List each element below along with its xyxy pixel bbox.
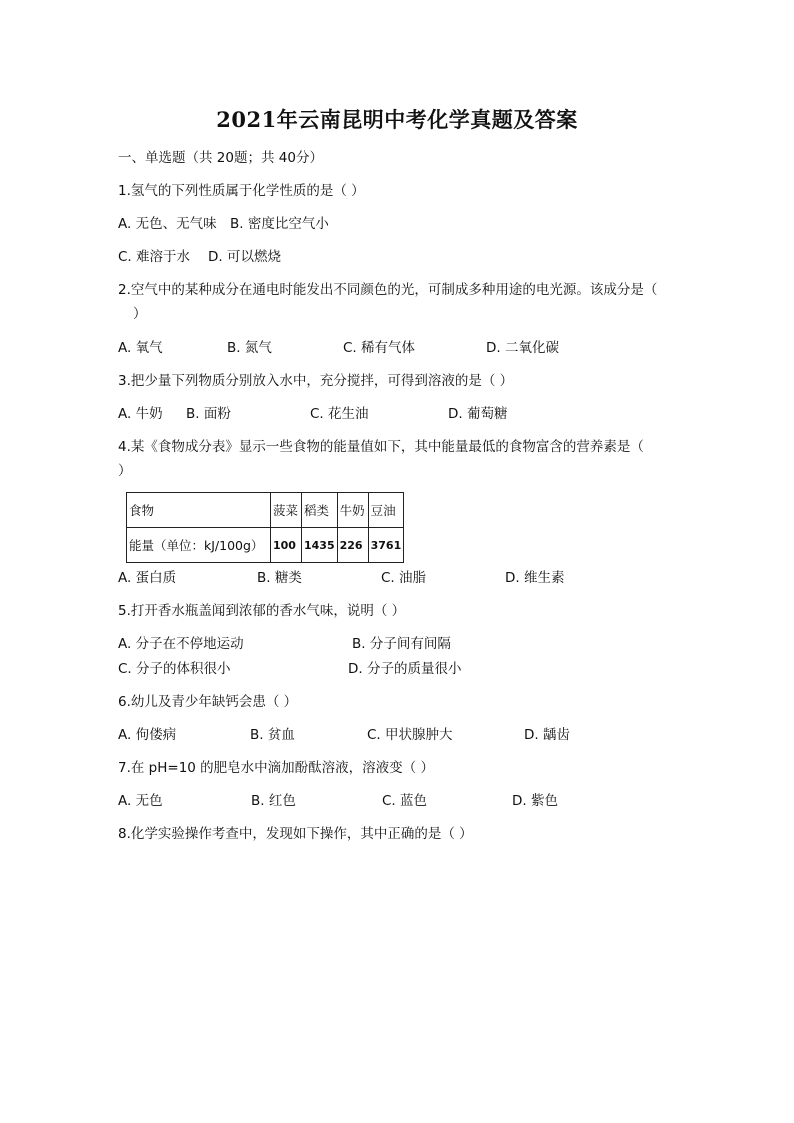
q1-option-c: C. 难溶于水 [118, 249, 191, 265]
question-8-stem: 8.化学实验操作考查中，发现如下操作，其中正确的是（ ） [118, 826, 473, 842]
q5-option-d: D. 分子的质量很小 [348, 661, 462, 677]
q7-option-d: D. 紫色 [512, 793, 558, 809]
q6-option-b: B. 贫血 [250, 727, 295, 743]
question-2-stem: 2.空气中的某种成分在通电时能发出不同颜色的光，可制成多种用途的电光源。该成分是（ [118, 282, 658, 298]
question-4-stem-cont: ） [118, 463, 132, 479]
food-energy-table [126, 492, 404, 563]
question-3-stem: 3.把少量下列物质分别放入水中，充分搅拌，可得到溶液的是（ ） [118, 373, 514, 389]
q4-option-a: A. 蛋白质 [118, 570, 177, 586]
table-cell: 稻类 [302, 493, 338, 528]
q4-option-d: D. 维生素 [505, 570, 565, 586]
table-cell: 食物 [127, 493, 271, 528]
q4-option-c: C. 油脂 [381, 570, 427, 586]
table-cell: 豆油 [368, 493, 404, 528]
q6-option-a: A. 佝偻病 [118, 727, 177, 743]
q6-option-d: D. 龋齿 [524, 727, 570, 743]
q1-option-a: A. 无色、无气味 [118, 216, 217, 232]
q5-option-b: B. 分子间有间隔 [352, 636, 451, 652]
q2-option-a: A. 氧气 [118, 340, 163, 356]
question-7-stem: 7.在 pH=10 的肥皂水中滴加酚酞溶液，溶液变（ ） [118, 760, 434, 776]
q2-option-b: B. 氮气 [227, 340, 272, 356]
page-title: 2021年云南昆明中考化学真题及答案 [216, 107, 578, 132]
table-cell: 226 [337, 528, 368, 563]
q7-option-c: C. 蓝色 [382, 793, 428, 809]
q4-option-b: B. 糖类 [257, 570, 302, 586]
table-cell: 1435 [302, 528, 338, 563]
table-cell: 100 [271, 528, 302, 563]
table-header-row [127, 493, 404, 528]
q3-option-b: B. 面粉 [186, 406, 231, 422]
q1-option-b: B. 密度比空气小 [230, 216, 329, 232]
q5-option-a: A. 分子在不停地运动 [118, 636, 244, 652]
question-2-stem-cont: ） [133, 306, 147, 322]
table-cell: 能量（单位：kJ/100g） [127, 528, 271, 563]
q1-option-d: D. 可以燃烧 [208, 249, 281, 265]
question-5-stem: 5.打开香水瓶盖闻到浓郁的香水气味，说明（ ） [118, 603, 406, 619]
q2-option-c: C. 稀有气体 [343, 340, 416, 356]
section-heading: 一、单选题（共 20题；共 40分） [118, 150, 323, 166]
question-1-stem: 1.氢气的下列性质属于化学性质的是（ ） [118, 183, 365, 199]
q3-option-c: C. 花生油 [310, 406, 369, 422]
q6-option-c: C. 甲状腺肿大 [367, 727, 453, 743]
question-4-stem: 4.某《食物成分表》显示一些食物的能量值如下，其中能量最低的食物富含的营养素是（ [118, 439, 644, 455]
table-row [127, 528, 404, 563]
question-6-stem: 6.幼儿及青少年缺钙会患（ ） [118, 694, 298, 710]
q5-option-c: C. 分子的体积很小 [118, 661, 231, 677]
table-cell: 菠菜 [271, 493, 302, 528]
q7-option-b: B. 红色 [251, 793, 296, 809]
q3-option-d: D. 葡萄糖 [448, 406, 508, 422]
table-cell: 牛奶 [337, 493, 368, 528]
table-cell: 3761 [368, 528, 404, 563]
q7-option-a: A. 无色 [118, 793, 163, 809]
q3-option-a: A. 牛奶 [118, 406, 163, 422]
q2-option-d: D. 二氧化碳 [486, 340, 559, 356]
